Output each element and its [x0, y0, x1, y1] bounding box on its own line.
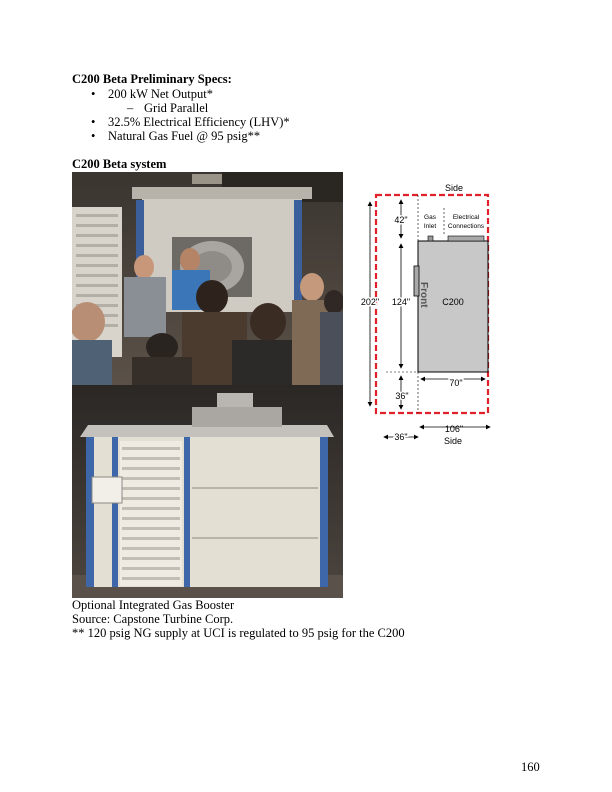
caption-gas-booster: Optional Integrated Gas Booster: [72, 598, 235, 612]
bullet-marker: •: [91, 129, 96, 143]
system-heading: C200 Beta system: [72, 157, 167, 171]
spec-fuel: Natural Gas Fuel @ 95 psig**: [108, 129, 261, 143]
dim-label-70: 70": [449, 378, 463, 388]
spec-efficiency: 32.5% Electrical Efficiency (LHV)*: [108, 115, 290, 129]
caption-source: Source: Capstone Turbine Corp.: [72, 612, 234, 626]
unit-label: C200: [442, 297, 464, 307]
gas-inlet-label-1: Gas: [424, 214, 436, 221]
dim-label-36-horizontal: 36": [394, 432, 408, 442]
photo-group-inspection: [72, 172, 343, 385]
specs-heading: C200 Beta Preliminary Specs:: [72, 72, 232, 86]
electrical-connections-label-2: Connections: [447, 223, 485, 230]
front-label: Front: [418, 282, 429, 308]
dim-label-202: 202": [360, 297, 380, 307]
side-label-bottom: Side: [443, 436, 463, 446]
dash-marker: –: [127, 101, 134, 115]
electrical-connections-label-1: Electrical: [452, 214, 480, 221]
spec-net-output: 200 kW Net Output*: [108, 87, 213, 101]
dim-label-36-vertical: 36": [395, 391, 409, 401]
dim-label-106: 106": [444, 424, 464, 434]
c200-dimension-diagram: [346, 178, 496, 453]
bullet-marker: •: [91, 115, 96, 129]
side-label-top: Side: [444, 183, 464, 193]
page-number: 160: [521, 760, 540, 774]
dim-label-42: 42": [394, 215, 408, 225]
gas-inlet-label-2: Inlet: [423, 223, 437, 230]
dim-label-124: 124": [391, 297, 411, 307]
photo-c200-unit: [72, 385, 343, 598]
caption-footnote: ** 120 psig NG supply at UCI is regulated to 95 psig for the C200: [72, 626, 405, 640]
bullet-marker: •: [91, 87, 96, 101]
spec-grid-parallel: Grid Parallel: [144, 101, 209, 115]
